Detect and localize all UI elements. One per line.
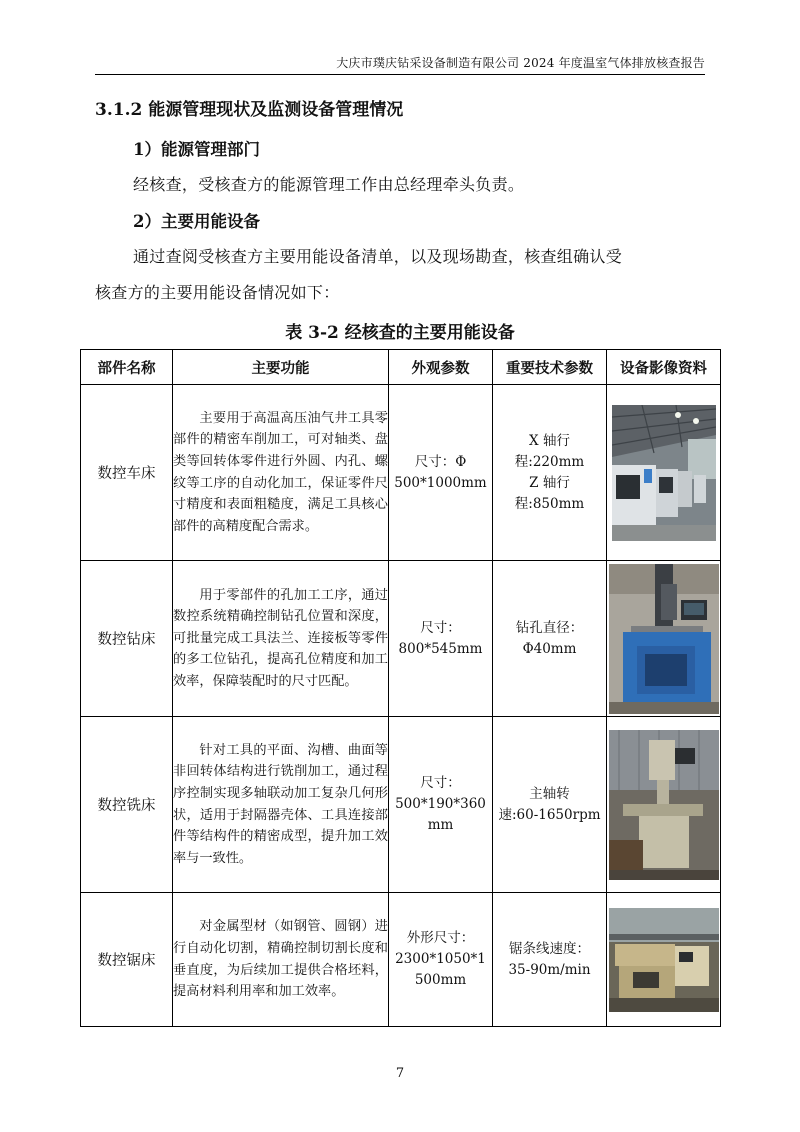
appearance-line: 500*190*360 [395, 796, 486, 812]
equipment-function: 对金属型材（如钢管、圆钢）进行自动化切割，精确控制切割长度和垂直度，为后续加工提供合格坯料，提高材料利用率和加工效率。 [173, 893, 389, 1027]
equipment-intro-line1: 通过查阅受核查方主要用能设备清单，以及现场勘查，核查组确认受 [133, 247, 623, 266]
photo-cell [607, 561, 721, 717]
energy-dept-text: 经核查，受核查方的能源管理工作由总经理牵头负责。 [133, 175, 525, 194]
col-header-tech-params: 重要技术参数 [493, 350, 607, 385]
equipment-intro-line2: 核查方的主要用能设备情况如下： [95, 283, 340, 302]
section-heading: 3.1.2 能源管理现状及监测设备管理情况 [95, 100, 404, 120]
appearance-line: 外形尺寸： [406, 930, 475, 946]
tech-line: 主轴转 [529, 785, 570, 802]
appearance-line: 500mm [414, 972, 467, 988]
cnc-lathe-photo [612, 405, 716, 541]
tech-line: 钻孔直径： [515, 619, 584, 636]
appearance-params [389, 717, 493, 893]
table-row [81, 893, 721, 1027]
equipment-name: 数控锯床 [81, 893, 173, 1027]
appearance-params [389, 385, 493, 561]
tech-line: 35-90m/min [508, 961, 591, 978]
header-rule [95, 74, 705, 75]
tech-line: 锯条线速度： [509, 940, 590, 957]
tech-params [493, 893, 607, 1027]
appearance-params [389, 893, 493, 1027]
tech-params [493, 717, 607, 893]
appearance-params [389, 561, 493, 717]
photo-cell [607, 717, 721, 893]
appearance-line: 500*1000mm [394, 474, 487, 491]
equipment-function: 用于零部件的孔加工工序，通过数控系统精确控制钻孔位置和深度，可批量完成工具法兰、连接板等零件的多工位钻孔，提高孔位精度和加工效率，保障装配时的尺寸匹配。 [173, 561, 389, 717]
appearance-line: 尺寸：Φ [414, 453, 467, 470]
table-row [81, 561, 721, 717]
photo-cell [607, 385, 721, 561]
col-header-function: 主要功能 [173, 350, 389, 385]
page-header [95, 54, 705, 76]
tech-params [493, 385, 607, 561]
appearance-line: 2300*1050*1 [395, 951, 486, 967]
tech-line: 程:220mm [514, 453, 585, 470]
table-row [81, 717, 721, 893]
table-header-row [81, 350, 721, 385]
tech-params [493, 561, 607, 717]
appearance-line: 尺寸： [420, 775, 461, 791]
appearance-line: mm [427, 817, 454, 833]
tech-line: X 轴行 [529, 432, 570, 449]
appearance-line: 800*545mm [398, 640, 483, 657]
equipment-name: 数控车床 [81, 385, 173, 561]
page-number: 7 [395, 1066, 405, 1081]
tech-line: Z 轴行 [529, 474, 570, 491]
header-title: 大庆市璞庆钻采设备制造有限公司 2024 年度温室气体排放核查报告 [336, 56, 705, 70]
appearance-line: 尺寸： [420, 619, 461, 636]
cnc-mill-photo [609, 730, 719, 880]
photo-cell [607, 893, 721, 1027]
equipment-function: 主要用于高温高压油气井工具零部件的精密车削加工，可对轴类、盘类等回转体零件进行外圆、内孔、螺纹等工序的自动化加工，保证零件尺寸精度和表面粗糙度，满足工具核心部件的高精度配合需求。 [173, 385, 389, 561]
cnc-saw-photo [609, 908, 719, 1012]
col-header-name: 部件名称 [81, 350, 173, 385]
equipment-name: 数控铣床 [81, 717, 173, 893]
tech-line: 程:850mm [514, 495, 585, 512]
equipment-name: 数控钻床 [81, 561, 173, 717]
cnc-drill-photo [609, 564, 719, 714]
table-caption: 表 3-2 经核查的主要用能设备 [285, 323, 515, 343]
col-header-photo: 设备影像资料 [607, 350, 721, 385]
table-row [81, 385, 721, 561]
tech-line: Φ40mm [522, 640, 577, 657]
subsection-energy-dept-title: 1）能源管理部门 [133, 140, 260, 159]
equipment-table [80, 349, 721, 1027]
col-header-appearance: 外观参数 [389, 350, 493, 385]
tech-line: 速:60-1650rpm [498, 806, 601, 823]
subsection-main-equipment-title: 2）主要用能设备 [133, 212, 260, 231]
equipment-function: 针对工具的平面、沟槽、曲面等非回转体结构进行铣削加工，通过程序控制实现多轴联动加工复杂几何形状，适用于封隔器壳体、工具连接部件等结构件的精密成型，提升加工效率与一致性。 [173, 717, 389, 893]
